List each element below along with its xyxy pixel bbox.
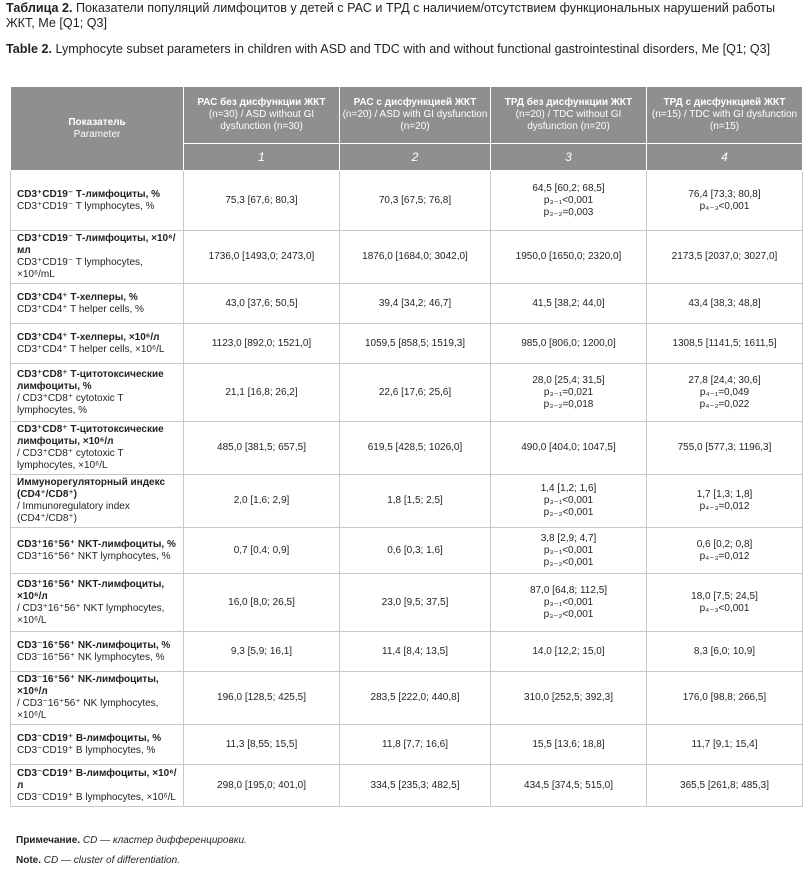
median-value: 1,4 [1,2; 1,6] [540, 483, 597, 494]
p-value: p₄₋₃<0,001 [699, 200, 750, 212]
median-value: 1736,0 [1493,0; 2473,0] [208, 251, 315, 262]
parameter-cell [11, 422, 184, 475]
median-value: 1876,0 [1684,0; 3042,0] [362, 251, 468, 262]
median-value: 310,0 [252,5; 392,3] [524, 692, 613, 703]
parameter-cell [11, 632, 184, 672]
median-value: 283,5 [222,0; 440,8] [370, 692, 460, 703]
value-cell-group-3 [491, 574, 647, 632]
header-parameter-ru: Показатель [68, 116, 126, 128]
value-cell-group-4 [647, 171, 803, 231]
value-cell-group-3 [491, 632, 647, 672]
value-cell-group-1 [184, 574, 340, 632]
median-value: 43,4 [38,3; 48,8] [688, 297, 761, 309]
median-value: 15,5 [13,6; 18,8] [532, 738, 605, 750]
median-value: 76,4 [73,3; 80,8] [688, 188, 761, 200]
header-group-4-ru: ТРД с дисфункцией ЖКТ [663, 97, 786, 108]
column-number-3: 3 [491, 144, 647, 171]
value-cell-group-1 [184, 765, 340, 807]
note-ru [16, 835, 796, 847]
value-cell-group-2 [340, 475, 491, 528]
header-group-3 [491, 87, 647, 144]
p-value: p₃₋₁=0,021 [543, 386, 594, 398]
value-cell-group-2 [340, 171, 491, 231]
note-en [16, 855, 796, 867]
median-value: 9,3 [5,9; 16,1] [230, 645, 293, 657]
parameter-cell [11, 725, 184, 765]
median-value: 64,5 [60,2; 68,5] [532, 182, 605, 194]
parameter-name-en: / CD3⁻16⁺56⁺ NK lymphocytes, ×10⁶/L [17, 698, 159, 721]
value-cell-group-3 [491, 231, 647, 284]
value-cell-group-2 [340, 574, 491, 632]
median-value: 1059,5 [858,5; 1519,3] [364, 337, 466, 349]
value-cell-group-3 [491, 528, 647, 574]
parameter-cell [11, 574, 184, 632]
parameter-name-ru: CD3⁺CD4⁺ Т-хелперы, ×10⁶/л [17, 331, 160, 343]
table-row [11, 171, 803, 231]
table-row [11, 574, 803, 632]
value-cell-group-4 [647, 528, 803, 574]
column-number-2: 2 [340, 144, 491, 171]
header-parameter [11, 87, 184, 171]
parameter-cell [11, 364, 184, 422]
value-cell-group-3 [491, 475, 647, 528]
parameter-cell [11, 765, 184, 807]
median-value: 490,0 [404,0; 1047,5] [521, 442, 616, 453]
table-row [11, 725, 803, 765]
median-value: 334,5 [235,3; 482,5] [370, 779, 460, 791]
parameter-name-en: / Immunoregulatory index (CD4⁺/CD8⁺) [17, 501, 130, 524]
header-group-3-en: (n=20) / TDC without GI dysfunction (n=20) [515, 109, 622, 132]
median-value: 11,8 [7,7; 16,6] [382, 738, 448, 750]
value-cell-group-1 [184, 171, 340, 231]
median-value: 0,6 [0,2; 0,8] [696, 538, 753, 550]
header-group-3-ru: ТРД без дисфункции ЖКТ [504, 97, 633, 108]
parameter-name-en: CD3⁻CD19⁺ B lymphocytes, % [17, 744, 156, 756]
median-value: 75,3 [67,6; 80,3] [225, 194, 298, 206]
parameter-name-en: CD3⁻16⁺56⁺ NK lymphocytes, % [17, 651, 165, 663]
value-cell-group-4 [647, 231, 803, 284]
parameter-name-en: / CD3⁺CD8⁺ cytotoxic T lymphocytes, ×10⁶/L [17, 448, 124, 471]
p-value: p₄₋₃<0,001 [699, 602, 750, 614]
column-number-1: 1 [184, 144, 340, 171]
p-value: p₃₋₂<0,001 [543, 608, 594, 620]
value-cell-group-2 [340, 528, 491, 574]
value-cell-group-4 [647, 725, 803, 765]
value-cell-group-4 [647, 765, 803, 807]
p-value: p₃₋₂=0,018 [543, 398, 594, 410]
parameter-name-ru: CD3⁻16⁺56⁺ NK-лимфоциты, ×10⁶/л [17, 674, 159, 697]
table-row [11, 231, 803, 284]
p-value: p₃₋₁<0,001 [543, 596, 594, 608]
parameter-name-en: CD3⁺16⁺56⁺ NKT lymphocytes, % [17, 550, 171, 562]
median-value: 23,0 [9,5; 37,5] [381, 596, 449, 608]
median-value: 11,3 [8,55; 15,5] [225, 738, 298, 750]
parameter-cell [11, 284, 184, 324]
value-cell-group-1 [184, 284, 340, 324]
value-cell-group-2 [340, 672, 491, 725]
value-cell-group-1 [184, 632, 340, 672]
parameter-cell [11, 171, 184, 231]
header-group-4 [647, 87, 803, 144]
p-value: p₄₋₂=0,022 [699, 398, 750, 410]
value-cell-group-1 [184, 364, 340, 422]
table-body [11, 171, 803, 807]
value-cell-group-4 [647, 422, 803, 475]
median-value: 0,7 [0,4; 0,9] [233, 544, 290, 556]
value-cell-group-3 [491, 765, 647, 807]
note-en-label: Note. [16, 855, 41, 866]
note-ru-label: Примечание. [16, 835, 81, 846]
table-row [11, 475, 803, 528]
value-cell-group-3 [491, 422, 647, 475]
median-value: 14,0 [12,2; 15,0] [532, 645, 605, 657]
value-cell-group-1 [184, 422, 340, 475]
value-cell-group-3 [491, 171, 647, 231]
value-cell-group-1 [184, 475, 340, 528]
value-cell-group-4 [647, 324, 803, 364]
header-group-1-ru: РАС без дисфункции ЖКТ [197, 97, 326, 108]
median-value: 2173,5 [2037,0; 3027,0] [671, 251, 778, 262]
median-value: 2,0 [1,6; 2,9] [233, 495, 290, 506]
median-value: 1123,0 [892,0; 1521,0] [211, 337, 312, 349]
median-value: 298,0 [195,0; 401,0] [217, 779, 306, 791]
table-row [11, 672, 803, 725]
parameter-name-en: / CD3⁺16⁺56⁺ NKT lymphocytes, ×10⁶/L [17, 602, 165, 626]
median-value: 3,8 [2,9; 4,7] [540, 532, 597, 544]
table-row [11, 324, 803, 364]
table-caption-en [6, 42, 802, 57]
caption-ru-label: Таблица 2. [6, 1, 73, 15]
parameter-name-ru: CD3⁺CD4⁺ Т-хелперы, % [17, 291, 138, 303]
p-value: p₃₋₁<0,001 [543, 495, 594, 506]
value-cell-group-4 [647, 574, 803, 632]
median-value: 16,0 [8,0; 26,5] [228, 596, 295, 608]
median-value: 11,4 [8,4; 13,5] [382, 645, 448, 657]
median-value: 11,7 [9,1; 15,4] [691, 738, 758, 750]
value-cell-group-2 [340, 231, 491, 284]
parameter-name-ru: CD3⁺CD8⁺ Т-цитотоксические лимфоциты, % [17, 368, 164, 392]
table-row [11, 765, 803, 807]
median-value: 1,8 [1,5; 2,5] [387, 495, 443, 506]
parameter-name-ru: CD3⁺CD8⁺ Т-цитотоксические лимфоциты, ×10⁶/л [17, 424, 164, 447]
median-value: 985,0 [806,0; 1200,0] [521, 337, 616, 349]
p-value: p₃₋₁<0,001 [543, 194, 594, 206]
parameter-name-en: / CD3⁺CD8⁺ cytotoxic T lymphocytes, % [17, 392, 124, 416]
median-value: 1308,5 [1141,5; 1611,5] [672, 337, 777, 349]
column-number-4: 4 [647, 144, 803, 171]
caption-ru-text: Показатели популяций лимфоцитов у детей с РАС и ТРД с наличием/отсутствием функциональных нарушений работы ЖКТ, Ме [Q1; Q3] [6, 1, 776, 30]
header-parameter-en: Parameter [73, 128, 121, 140]
value-cell-group-4 [647, 284, 803, 324]
value-cell-group-2 [340, 324, 491, 364]
value-cell-group-1 [184, 725, 340, 765]
table-row [11, 364, 803, 422]
median-value: 70,3 [67,5; 76,8] [378, 194, 452, 206]
median-value: 365,5 [261,8; 485,3] [680, 779, 769, 791]
value-cell-group-3 [491, 364, 647, 422]
median-value: 196,0 [128,5; 425,5] [217, 692, 306, 703]
parameter-name-ru: CD3⁻CD19⁺ В-лимфоциты, % [17, 732, 162, 744]
value-cell-group-1 [184, 324, 340, 364]
median-value: 87,0 [64,8; 112,5] [529, 584, 608, 596]
median-value: 39,4 [34,2; 46,7] [378, 297, 452, 309]
parameter-name-en: CD3⁺CD4⁺ T helper cells, % [17, 303, 144, 315]
parameter-name-en: CD3⁺CD4⁺ T helper cells, ×10⁶/L [17, 343, 165, 355]
p-value: p₄₋₁=0,049 [699, 386, 750, 398]
value-cell-group-2 [340, 632, 491, 672]
header-group-1 [184, 87, 340, 144]
parameter-cell [11, 231, 184, 284]
value-cell-group-4 [647, 475, 803, 528]
median-value: 619,5 [428,5; 1026,0] [367, 442, 463, 453]
value-cell-group-1 [184, 528, 340, 574]
header-group-2 [340, 87, 491, 144]
parameter-name-ru: CD3⁻16⁺56⁺ NK-лимфоциты, % [17, 639, 171, 651]
value-cell-group-4 [647, 672, 803, 725]
median-value: 21,1 [16,8; 26,2] [225, 386, 298, 398]
value-cell-group-4 [647, 364, 803, 422]
value-cell-group-3 [491, 284, 647, 324]
p-value: p₄₋₃=0,012 [699, 550, 750, 562]
median-value: 27,8 [24,4; 30,6] [688, 374, 761, 386]
p-value: p₃₋₁<0,001 [543, 544, 594, 556]
header-row [11, 87, 803, 144]
parameter-name-en: CD3⁺CD19⁻ T lymphocytes, % [17, 200, 155, 212]
value-cell-group-2 [340, 364, 491, 422]
median-value: 18,0 [7,5; 24,5] [691, 590, 758, 602]
median-value: 41,5 [38,2; 44,0] [532, 297, 605, 309]
median-value: 1950,0 [1650,0; 2320,0] [515, 251, 622, 262]
median-value: 176,0 [98,8; 266,5] [682, 692, 767, 703]
median-value: 43,0 [37,6; 50,5] [225, 297, 298, 309]
value-cell-group-3 [491, 672, 647, 725]
parameter-name-ru: CD3⁺CD19⁻ Т-лимфоциты, ×10⁶/мл [17, 233, 176, 256]
header-group-2-ru: РАС с дисфункцией ЖКТ [353, 97, 477, 108]
median-value: 8,3 [6,0; 10,9] [693, 645, 756, 657]
table-row [11, 528, 803, 574]
table-row [11, 284, 803, 324]
value-cell-group-2 [340, 725, 491, 765]
parameter-cell [11, 324, 184, 364]
parameter-name-ru: CD3⁺CD19⁻ Т-лимфоциты, % [17, 188, 161, 200]
p-value: p₃₋₂=0,003 [543, 206, 594, 218]
value-cell-group-2 [340, 284, 491, 324]
note-ru-text: CD — кластер дифференцировки. [82, 835, 247, 846]
parameter-name-ru: CD3⁺16⁺56⁺ NKT-лимфоциты, % [17, 538, 176, 550]
median-value: 0,6 [0,3; 1,6] [387, 544, 443, 556]
header-group-4-en: (n=15) / TDC with GI dysfunction (n=15) [651, 109, 798, 132]
caption-en-text: Lymphocyte subset parameters in children with ASD and TDC with and without functional gastrointestinal disorders, Me [Q1; Q3] [55, 42, 771, 56]
caption-en-label: Table 2. [6, 42, 52, 56]
parameter-cell [11, 672, 184, 725]
table-row [11, 422, 803, 475]
value-cell-group-4 [647, 632, 803, 672]
p-value: p₃₋₂<0,001 [543, 507, 594, 518]
median-value: 1,7 [1,3; 1,8] [696, 489, 753, 500]
value-cell-group-3 [491, 725, 647, 765]
median-value: 28,0 [25,4; 31,5] [532, 374, 605, 386]
parameter-cell [11, 528, 184, 574]
median-value: 22,6 [17,6; 25,6] [378, 386, 452, 398]
parameter-name-ru: CD3⁻CD19⁺ В-лимфоциты, ×10⁶/л [17, 767, 177, 791]
note-en-text: CD — cluster of differentiation. [43, 855, 180, 866]
value-cell-group-1 [184, 231, 340, 284]
parameter-cell [11, 475, 184, 528]
value-cell-group-3 [491, 324, 647, 364]
median-value: 434,5 [374,5; 515,0] [524, 779, 613, 791]
parameter-name-en: CD3⁺CD19⁻ T lymphocytes, ×10⁶/mL [17, 257, 143, 280]
table-caption-ru [6, 1, 802, 31]
median-value: 485,0 [381,5; 657,5] [217, 442, 306, 453]
value-cell-group-1 [184, 672, 340, 725]
p-value: p₃₋₂<0,001 [543, 556, 594, 568]
header-group-1-en: (n=30) / ASD without GI dysfunction (n=30) [208, 109, 315, 132]
median-value: 755,0 [577,3; 1196,3] [677, 442, 772, 453]
parameter-name-en: CD3⁻CD19⁺ B lymphocytes, ×10⁶/L [17, 791, 176, 803]
parameter-name-ru: Иммунорегуляторный индекс (CD4⁺/CD8⁺) [17, 477, 166, 500]
p-value: p₄₋₃=0,012 [699, 501, 750, 512]
header-group-2-en: (n=20) / ASD with GI dysfunction (n=20) [342, 109, 488, 132]
data-table [10, 86, 803, 807]
parameter-name-ru: CD3⁺16⁺56⁺ NKT-лимфоциты, ×10⁶/л [17, 578, 165, 602]
value-cell-group-2 [340, 765, 491, 807]
value-cell-group-2 [340, 422, 491, 475]
table-row [11, 632, 803, 672]
